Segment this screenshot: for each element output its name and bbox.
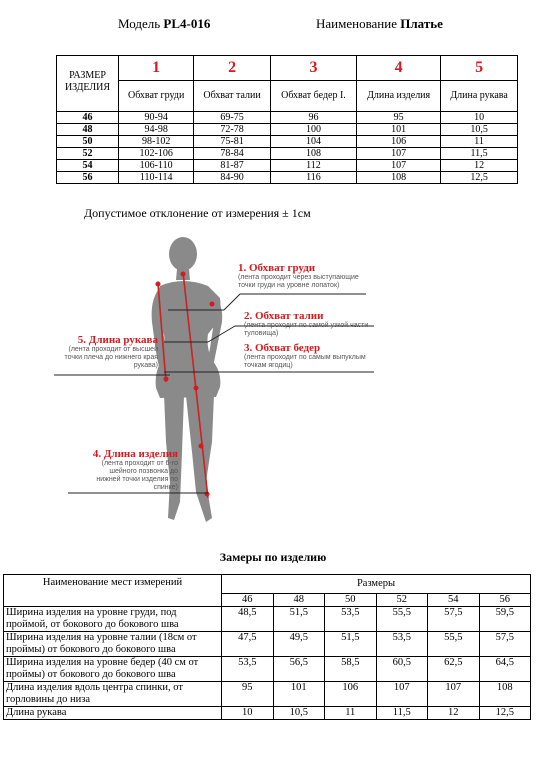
callout-waist — [244, 310, 374, 338]
measure-value: 60,5 — [376, 657, 428, 682]
measure-value: 59,5 — [479, 607, 531, 632]
col-num-5: 5 — [441, 56, 518, 81]
measure-value: 51,5 — [273, 607, 325, 632]
measure-value: 64,5 — [479, 657, 531, 682]
size-value-cell: 107 — [357, 148, 441, 160]
size-value-cell: 100 — [270, 124, 356, 136]
measure-row — [4, 607, 531, 632]
measure-label: Длина рукава — [4, 707, 222, 720]
measure-value: 57,5 — [479, 632, 531, 657]
document-header — [0, 16, 546, 36]
size-value-cell: 116 — [270, 172, 356, 184]
measure-row — [4, 682, 531, 707]
size-value-cell: 98-102 — [119, 136, 194, 148]
model-label: Модель — [118, 16, 161, 31]
col-label-5: Длина рукава — [441, 81, 518, 112]
measure-head-left: Наименование мест измерений — [4, 575, 222, 607]
size-cell: 54 — [57, 160, 119, 172]
size-value-cell: 106-110 — [119, 160, 194, 172]
col-num-2: 2 — [194, 56, 271, 81]
callout-hips — [244, 342, 379, 370]
size-cell: 56 — [57, 172, 119, 184]
size-value-cell: 10 — [441, 112, 518, 124]
measure-value: 53,5 — [376, 632, 428, 657]
tolerance-note: Допустимое отклонение от измерения ± 1см — [84, 206, 311, 220]
measure-value: 49,5 — [273, 632, 325, 657]
name-value: Платье — [400, 16, 443, 31]
size-value-cell: 90-94 — [119, 112, 194, 124]
measure-value: 48,5 — [222, 607, 274, 632]
size-value-cell: 101 — [357, 124, 441, 136]
size-value-cell: 69-75 — [194, 112, 271, 124]
callout-length-title: 4. Длина изделия — [92, 448, 178, 460]
measure-value: 55,5 — [376, 607, 428, 632]
size-value-cell: 12,5 — [441, 172, 518, 184]
size-cell: 50 — [57, 136, 119, 148]
size-value-cell: 84-90 — [194, 172, 271, 184]
model-value: PL4-016 — [163, 16, 211, 31]
measure-value: 107 — [376, 682, 428, 707]
size-column-header: 52 — [376, 594, 428, 607]
size-chart-table — [56, 55, 518, 184]
measure-value: 53,5 — [222, 657, 274, 682]
col-label-4: Длина изделия — [357, 81, 441, 112]
measure-value: 108 — [479, 682, 531, 707]
measure-label: Ширина изделия на уровне талии (18см от проймы) от бокового до бокового шва — [4, 632, 222, 657]
callout-sleeve — [60, 334, 158, 370]
size-value-cell: 110-114 — [119, 172, 194, 184]
col-num-3: 3 — [270, 56, 356, 81]
measure-value: 62,5 — [428, 657, 480, 682]
size-value-cell: 11,5 — [441, 148, 518, 160]
size-value-cell: 112 — [270, 160, 356, 172]
measure-value: 57,5 — [428, 607, 480, 632]
measurement-figure — [0, 222, 546, 542]
size-value-cell: 96 — [270, 112, 356, 124]
measure-label: Длина изделия вдоль центра спинки, от горловины до низа — [4, 682, 222, 707]
size-value-cell: 95 — [357, 112, 441, 124]
callout-waist-title: 2. Обхват талии — [244, 310, 324, 322]
size-value-cell: 107 — [357, 160, 441, 172]
callout-chest-title: 1. Обхват груди — [238, 262, 316, 274]
measure-value: 10 — [222, 707, 274, 720]
measure-label: Ширина изделия на уровне бедер (40 см от проймы) от бокового до бокового шва — [4, 657, 222, 682]
model-line — [118, 16, 210, 32]
size-value-cell: 72-78 — [194, 124, 271, 136]
size-value-cell: 12 — [441, 160, 518, 172]
size-row — [57, 172, 518, 184]
col-num-1: 1 — [119, 56, 194, 81]
size-value-cell: 75-81 — [194, 136, 271, 148]
size-row — [57, 136, 518, 148]
callout-sleeve-desc: (лента проходит от высшей точки плеча до нижнего края рукава) — [64, 346, 158, 369]
size-column-header: 54 — [428, 594, 480, 607]
measure-row — [4, 632, 531, 657]
measure-value: 11 — [325, 707, 377, 720]
callout-length-desc: (лента проходит от 6-го шейного позвонка до нижней точки изделия по спинке) — [96, 460, 178, 491]
measure-value: 101 — [273, 682, 325, 707]
col-label-1: Обхват груди — [119, 81, 194, 112]
size-cell: 46 — [57, 112, 119, 124]
size-column-header: 50 — [325, 594, 377, 607]
name-line — [316, 16, 443, 32]
callout-hips-title: 3. Обхват бедер — [244, 342, 321, 354]
measure-value: 58,5 — [325, 657, 377, 682]
size-value-cell: 81-87 — [194, 160, 271, 172]
size-cell: 52 — [57, 148, 119, 160]
section-title: Замеры по изделию — [219, 550, 327, 564]
measure-value: 10,5 — [273, 707, 325, 720]
size-value-cell: 108 — [357, 172, 441, 184]
garment-measurements-table — [3, 574, 531, 720]
measure-value: 47,5 — [222, 632, 274, 657]
callout-chest-desc: (лента проходит через выступающие точки груди на уровне лопаток) — [238, 274, 359, 289]
size-column-header: 56 — [479, 594, 531, 607]
measure-value: 55,5 — [428, 632, 480, 657]
size-value-cell: 94-98 — [119, 124, 194, 136]
measure-value: 12,5 — [479, 707, 531, 720]
callout-waist-desc: (лента проходит по самой узкой части туловища) — [244, 322, 369, 337]
callout-sleeve-title: 5. Длина рукава — [77, 334, 158, 346]
callout-length — [88, 448, 178, 492]
measure-row — [4, 657, 531, 682]
col-label-2: Обхват талии — [194, 81, 271, 112]
size-value-cell: 10,5 — [441, 124, 518, 136]
size-value-cell: 102-106 — [119, 148, 194, 160]
col-num-4: 4 — [357, 56, 441, 81]
measure-head-right: Размеры — [222, 575, 531, 594]
name-label: Наименование — [316, 16, 397, 31]
size-value-cell: 108 — [270, 148, 356, 160]
size-row — [57, 112, 518, 124]
size-header: РАЗМЕР ИЗДЕЛИЯ — [57, 56, 119, 112]
size-row — [57, 148, 518, 160]
size-column-header: 48 — [273, 594, 325, 607]
size-row — [57, 160, 518, 172]
measure-value: 107 — [428, 682, 480, 707]
callout-hips-desc: (лента проходит по самым выпуклым точкам ягодиц) — [244, 354, 366, 369]
size-value-cell: 106 — [357, 136, 441, 148]
callout-chest — [238, 262, 378, 290]
measure-value: 11,5 — [376, 707, 428, 720]
measure-value: 53,5 — [325, 607, 377, 632]
size-cell: 48 — [57, 124, 119, 136]
size-column-header: 46 — [222, 594, 274, 607]
measure-value: 51,5 — [325, 632, 377, 657]
col-label-3: Обхват бедер I. — [270, 81, 356, 112]
measure-value: 56,5 — [273, 657, 325, 682]
size-value-cell: 78-84 — [194, 148, 271, 160]
size-row — [57, 124, 518, 136]
measure-value: 12 — [428, 707, 480, 720]
measure-label: Ширина изделия на уровне груди, под проймой, от бокового до бокового шва — [4, 607, 222, 632]
measure-value: 95 — [222, 682, 274, 707]
size-value-cell: 104 — [270, 136, 356, 148]
measure-row — [4, 707, 531, 720]
size-value-cell: 11 — [441, 136, 518, 148]
measure-value: 106 — [325, 682, 377, 707]
